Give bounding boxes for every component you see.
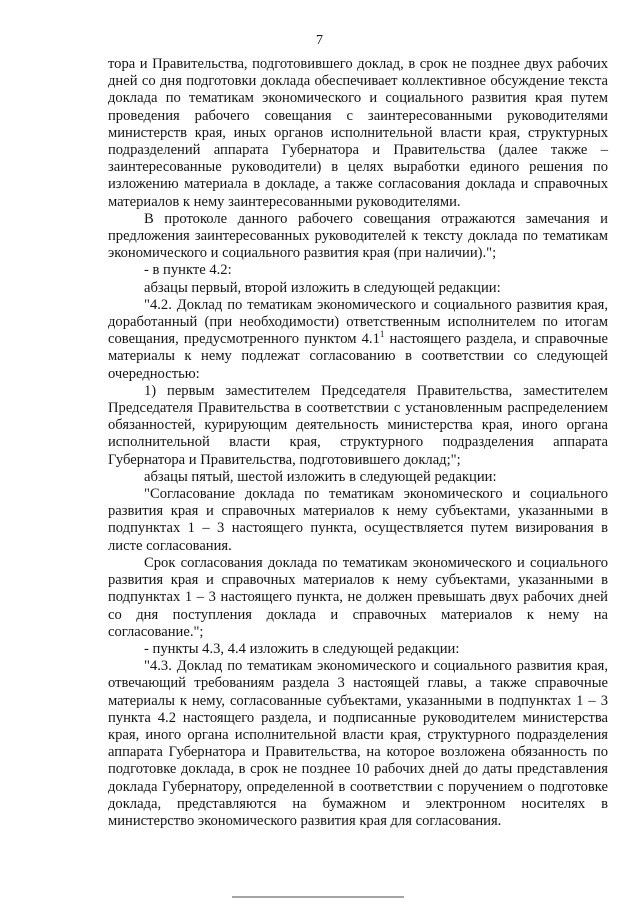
paragraph-9: Срок согласования доклада по тематикам экономического и социального развития края и справочных материалов к нему субъектами, указанными в подпунктах 1 – 3 настоящего пункта, не должен превышать двух рабочих дней со дня поступления доклада и справочных материалов к нему на согласование."; — [108, 554, 608, 640]
paragraph-2: В протоколе данного рабочего совещания отражаются замечания и предложения заинтересованных руководителей к тексту доклада по тематикам экономического и социального развития края (при наличии)."; — [108, 210, 608, 262]
document-body — [108, 56, 608, 830]
page-number: 7 — [316, 33, 323, 48]
paragraph-8: "Согласование доклада по тематикам экономического и социального развития края и справочных материалов к нему субъектами, указанными в подпунктах 1 – 3 настоящего пункта, осуществляется путем визирования в листе согласования. — [108, 486, 608, 554]
paragraph-3: - в пункте 4.2: — [144, 262, 232, 279]
footnote-superscript: 1 — [379, 329, 385, 340]
paragraph-5-text-end: настоящего раздела, и справочные материалы к нему подлежат согласованию в соответствии со следующей очередностью: — [108, 331, 608, 382]
paragraph-6: 1) первым заместителем Председателя Правительства, заместителем Председателя Правительства в соответствии с установленным распределением обязанностей, курирующим деятельность министерства края, иного органа исполнительной власти края, структурного подразделения аппарата Губернатора и Правительства, подготовившего доклад;"; — [108, 382, 608, 468]
paragraph-5-text-start: "4.2. Доклад по тематикам экономического и социального развития края, доработанный (при необходимости) ответственным исполнителем по итогам совещания, предусмотренного пунктом 4.1 — [108, 296, 608, 348]
paragraph-4: абзацы первый, второй изложить в следующей редакции: — [144, 279, 501, 296]
paragraph-7: абзацы пятый, шестой изложить в следующей редакции: — [144, 468, 497, 485]
paragraph-1: тора и Правительства, подготовившего доклад, в срок не позднее двух рабочих дней со дня подготовки доклада обеспечивает коллективное обсуждение текста доклада по тематикам экономического и социального развития края путем проведения рабочего совещания с заинтересованными руководителями министерств края, иных органов исполнительной власти края, структурных подразделений аппарата Губернатора и Правительства (далее также – заинтересованные руководители) в целях выработки единого решения по изложению материала в докладе, а также согласования доклада и справочных материалов к нему заинтересованными руководителями. — [108, 56, 608, 210]
paragraph-11: "4.3. Доклад по тематикам экономического и социального развития края, отвечающий требованиям раздела 3 настоящей главы, а также справочные материалы к нему, согласованные субъектами, указанными в подпунктах 1 – 3 пункта 4.2 настоящего раздела, и подписанные руководителем министерства края, иного органа исполнительной власти края, структурного подразделения аппарата Губернатора и Правительства, на которое возложена обязанность по подготовке доклада, в срок не позднее 10 рабочих дней до даты представления доклада Губернатору, определенной в соответствии с поручением о подготовке доклада, представляются на бумажном и электронном носителях в министерство экономического развития края для согласования. — [108, 658, 608, 829]
paragraph-10: - пункты 4.3, 4.4 изложить в следующей редакции: — [144, 640, 460, 657]
paragraph-5 — [108, 297, 608, 383]
bottom-scan-line — [232, 896, 404, 898]
